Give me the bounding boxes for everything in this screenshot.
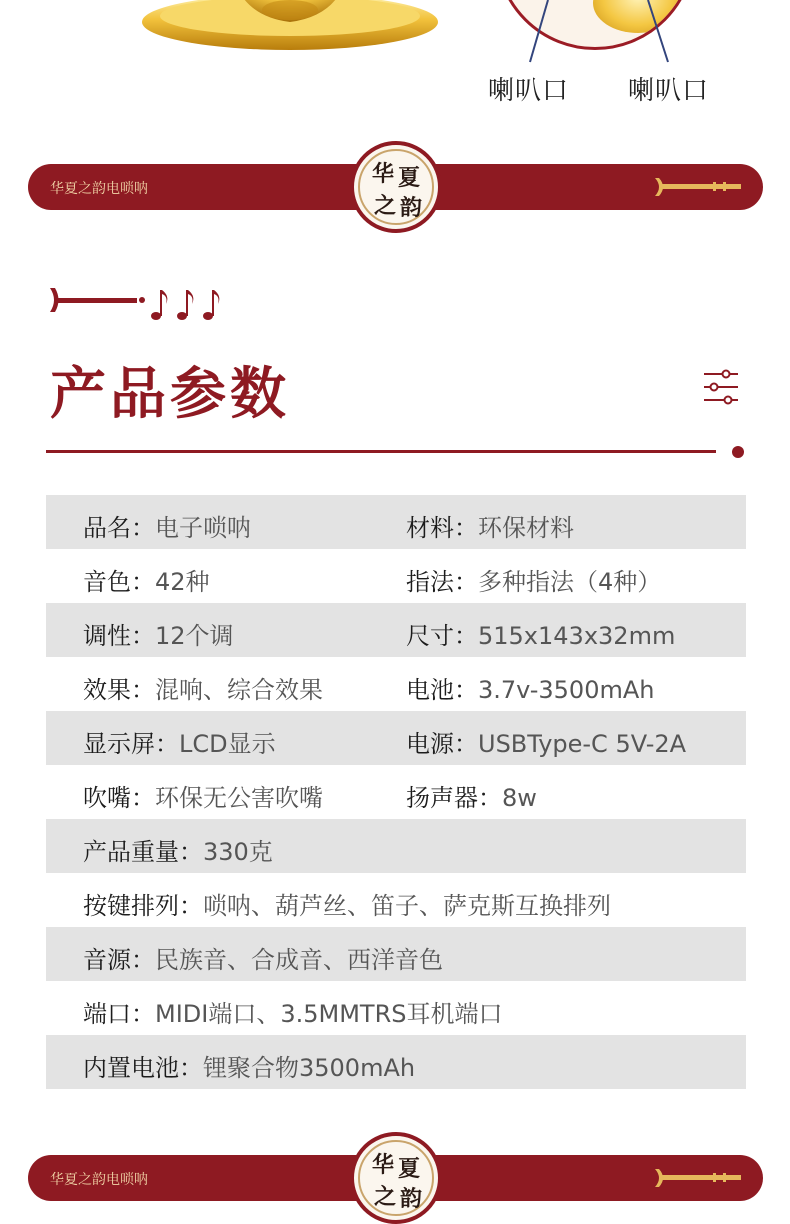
title-divider	[46, 450, 716, 453]
spec-value: 多种指法（4种）	[478, 568, 662, 596]
suona-notes-decoration	[48, 282, 248, 322]
spec-cell	[83, 724, 276, 759]
spec-row	[46, 765, 746, 819]
spec-value: 锂聚合物3500mAh	[203, 1054, 416, 1082]
spec-cell	[83, 1048, 415, 1083]
spec-row	[46, 603, 746, 657]
product-illustration	[0, 0, 790, 120]
spec-value: 唢呐、葫芦丝、笛子、萨克斯互换排列	[203, 892, 611, 920]
spec-label: 产品重量：	[83, 838, 203, 866]
suona-icon	[653, 1165, 745, 1191]
seal-char: 韵	[400, 1186, 423, 1212]
spec-value: 民族音、合成音、西洋音色	[155, 946, 443, 974]
spec-cell	[406, 670, 654, 705]
spec-value: 42种	[155, 568, 210, 596]
spec-label: 材料：	[406, 514, 478, 542]
spec-cell	[83, 832, 273, 867]
spec-cell	[83, 994, 503, 1029]
spec-label: 内置电池：	[83, 1054, 203, 1082]
spec-row	[46, 819, 746, 873]
spec-row	[46, 873, 746, 927]
spec-value: 混响、综合效果	[155, 676, 323, 704]
suona-icon	[653, 174, 745, 200]
seal-char: 韵	[400, 195, 423, 221]
spec-label: 尺寸：	[406, 622, 478, 650]
spec-label: 品名：	[83, 514, 155, 542]
spec-value: 环保材料	[478, 514, 574, 542]
spec-row	[46, 657, 746, 711]
spec-value: LCD显示	[179, 730, 276, 758]
spec-cell	[83, 616, 234, 651]
spec-label: 调性：	[83, 622, 155, 650]
spec-row	[46, 495, 746, 549]
brand-banner-bottom	[28, 1152, 763, 1212]
banner-text: 华夏之韵电唢呐	[50, 1172, 148, 1188]
spec-row	[46, 927, 746, 981]
spec-cell	[406, 508, 574, 543]
callout-label-left: 喇叭口	[488, 76, 570, 106]
spec-label: 吹嘴：	[83, 784, 155, 812]
spec-label: 显示屏：	[83, 730, 179, 758]
spec-label: 指法：	[406, 568, 478, 596]
spec-value: 330克	[203, 838, 273, 866]
spec-value: 8w	[502, 784, 537, 812]
spec-cell	[83, 562, 210, 597]
seal-char: 华	[372, 1152, 395, 1178]
spec-row	[46, 981, 746, 1035]
spec-cell	[83, 940, 443, 975]
spec-label: 扬声器：	[406, 784, 502, 812]
spec-value: 电子唢呐	[155, 514, 251, 542]
spec-value: 515x143x32mm	[478, 622, 676, 650]
spec-label: 电源：	[406, 730, 478, 758]
seal-char: 夏	[398, 1156, 421, 1182]
seal-char: 之	[374, 193, 397, 219]
spec-cell	[83, 670, 323, 705]
spec-value: MIDI端口、3.5MMTRS耳机端口	[155, 1000, 503, 1028]
spec-row	[46, 1035, 746, 1089]
spec-value: USBType-C 5V-2A	[478, 730, 687, 758]
section-title: 产品参数	[50, 361, 290, 427]
spec-label: 音源：	[83, 946, 155, 974]
seal-char: 之	[374, 1184, 397, 1210]
spec-label: 效果：	[83, 676, 155, 704]
spec-cell	[83, 778, 323, 813]
spec-table	[46, 495, 746, 1089]
spec-cell	[406, 616, 675, 651]
spec-label: 端口：	[83, 1000, 155, 1028]
spec-cell	[83, 508, 251, 543]
spec-row	[46, 549, 746, 603]
seal-char: 华	[372, 161, 395, 187]
spec-cell	[406, 562, 661, 597]
spec-label: 按键排列：	[83, 892, 203, 920]
brand-banner-top	[28, 161, 763, 221]
brand-seal	[350, 1132, 442, 1224]
divider-dot	[732, 446, 744, 458]
spec-cell	[406, 724, 686, 759]
callout-label-right: 喇叭口	[628, 76, 710, 106]
seal-char: 夏	[398, 165, 421, 191]
spec-value: 3.7v-3500mAh	[478, 676, 655, 704]
sliders-icon	[702, 368, 740, 406]
brand-seal	[350, 141, 442, 233]
spec-cell	[83, 886, 611, 921]
spec-label: 音色：	[83, 568, 155, 596]
spec-value: 12个调	[155, 622, 234, 650]
spec-cell	[406, 778, 537, 813]
spec-row	[46, 711, 746, 765]
spec-value: 环保无公害吹嘴	[155, 784, 323, 812]
spec-label: 电池：	[406, 676, 478, 704]
banner-text: 华夏之韵电唢呐	[50, 181, 148, 197]
